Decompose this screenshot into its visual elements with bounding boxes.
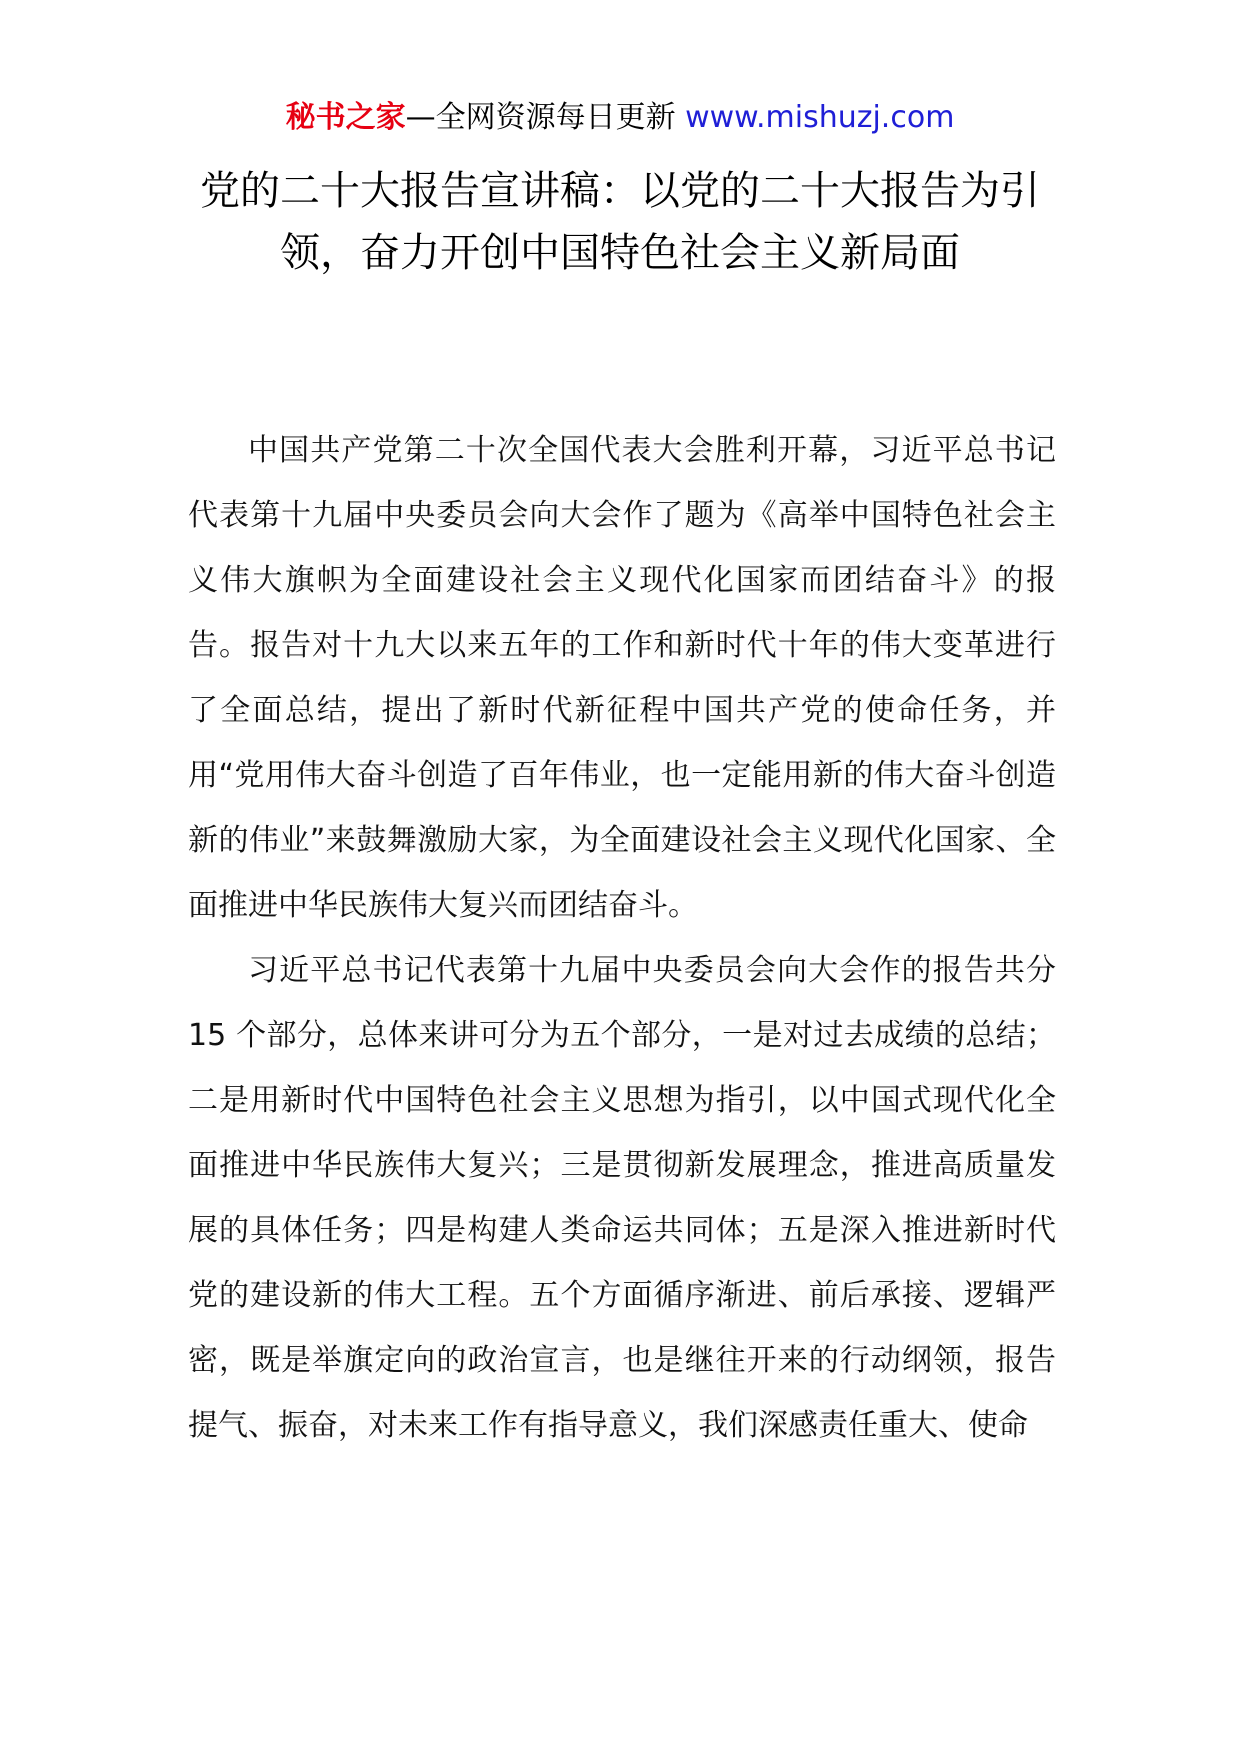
site-header bbox=[0, 98, 1240, 138]
site-link[interactable]: www.mishuzj.com bbox=[675, 100, 955, 135]
body-paragraph-1: 中国共产党第二十次全国代表大会胜利开幕，习近平总书记代表第十九届中央委员会向大会作了题为《高举中国特色社会主义伟大旗帜为全面建设社会主义现代化国家而团结奋斗》的报告。报告对十九大以来五年的工作和新时代十年的伟大变革进行了全面总结，提出了新时代新征程中国共产党的使命任务，并用“党用伟大奋斗创造了百年伟业，也一定能用新的伟大奋斗创造新的伟业”来鼓舞激励大家，为全面建设社会主义现代化国家、全面推进中华民族伟大复兴而团结奋斗。 bbox=[188, 433, 1056, 923]
document-body bbox=[188, 418, 1056, 1458]
body-paragraph-2: 习近平总书记代表第十九届中央委员会向大会作的报告共分 15 个部分，总体来讲可分为五个部分，一是对过去成绩的总结；二是用新时代中国特色社会主义思想为指引，以中国式现代化全面推进中华民族伟大复兴；三是贯彻新发展理念，推进高质量发展的具体任务；四是构建人类命运共同体；五是深入推进新时代党的建设新的伟大工程。五个方面循序渐进、前后承接、逻辑严密，既是举旗定向的政治宣言，也是继往开来的行动纲领，报告提气、振奋，对未来工作有指导意义，我们深感责任重大、使命 bbox=[188, 953, 1056, 1443]
brand-name: 秘书之家 bbox=[285, 100, 406, 135]
document-title: 党的二十大报告宣讲稿：以党的二十大报告为引领，奋力开创中国特色社会主义新局面 bbox=[200, 168, 1040, 276]
header-tagline: —全网资源每日更新 bbox=[405, 100, 676, 135]
